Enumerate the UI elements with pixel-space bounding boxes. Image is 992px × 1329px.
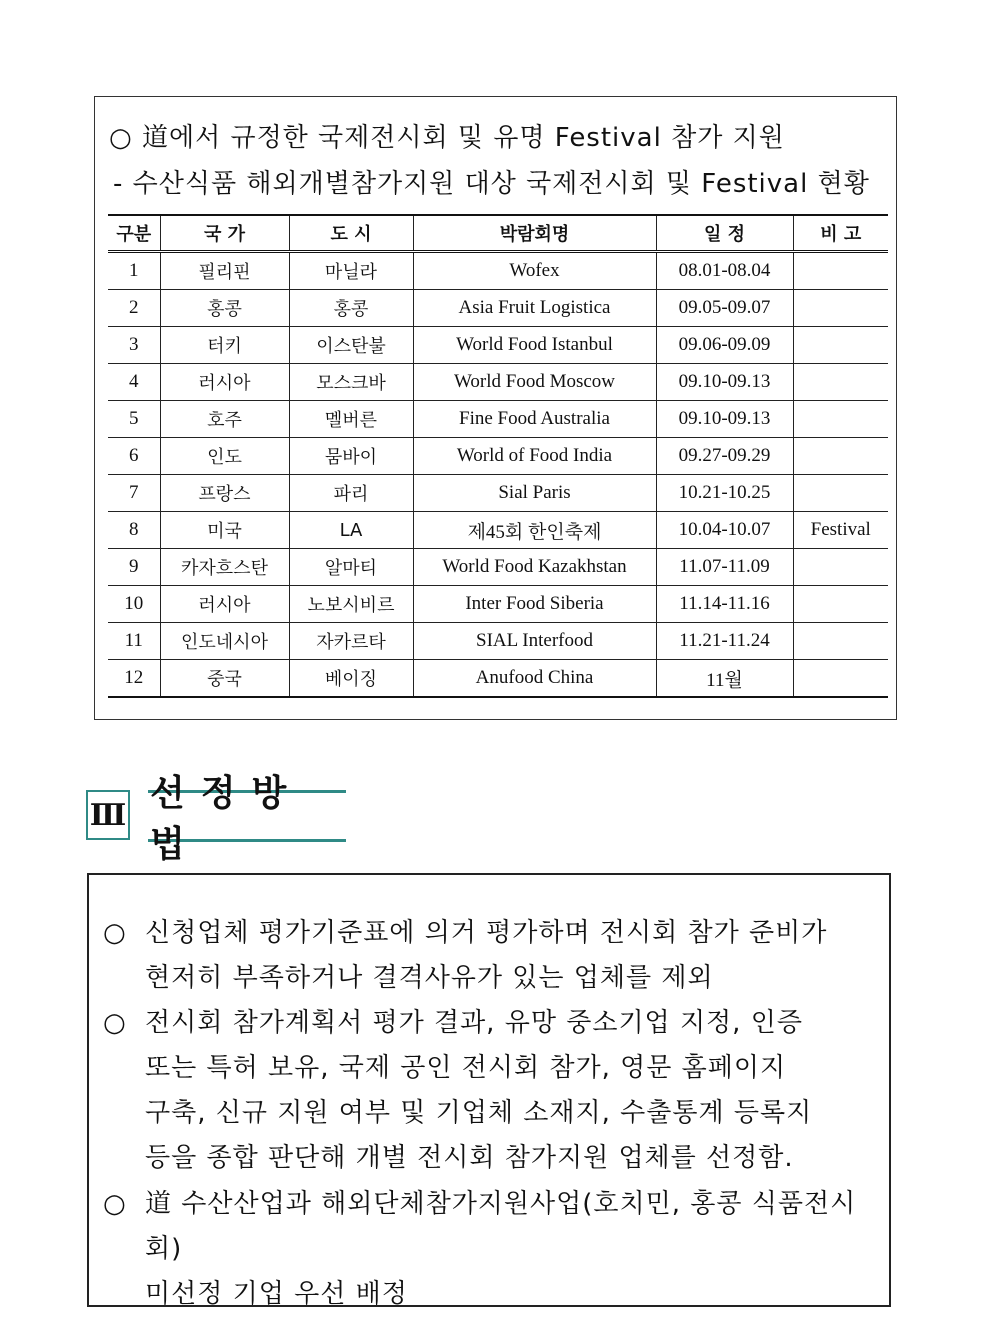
cell-no: 3 <box>108 327 160 364</box>
cell-country: 호주 <box>160 401 289 438</box>
cell-no: 2 <box>108 290 160 327</box>
header-country: 국 가 <box>160 215 289 252</box>
header-no: 구분 <box>108 215 160 252</box>
cell-country: 중국 <box>160 660 289 698</box>
cell-city: 자카르타 <box>289 623 413 660</box>
cell-country: 필리핀 <box>160 252 289 290</box>
table-row <box>108 475 888 512</box>
cell-note <box>793 623 888 660</box>
list-item-text: 신청업체 평가기준표에 의거 평가하며 전시회 참가 준비가 현저히 부족하거나 결격사유가 있는 업체를 제외 <box>145 918 828 993</box>
cell-city: 노보시비르 <box>289 586 413 623</box>
table-row <box>108 438 888 475</box>
exhibition-table <box>108 214 888 698</box>
cell-note <box>793 290 888 327</box>
cell-no: 1 <box>108 252 160 290</box>
list-item-text: 전시회 참가계획서 평가 결과, 유망 중소기업 지정, 인증 또는 특허 보유, 국제 공인 전시회 참가, 영문 홈페이지 구축, 신규 지원 여부 및 기업체 소재지, 수출통계 등록지 등을 종합 판단해 개별 전시회 참가지원 업체를 선정함. <box>145 1008 813 1173</box>
cell-note <box>793 586 888 623</box>
cell-note <box>793 401 888 438</box>
cell-country: 프랑스 <box>160 475 289 512</box>
cell-no: 6 <box>108 438 160 475</box>
cell-city: LA <box>289 512 413 549</box>
cell-city: 마닐라 <box>289 252 413 290</box>
cell-no: 8 <box>108 512 160 549</box>
list-item <box>103 1182 873 1317</box>
cell-country: 홍콩 <box>160 290 289 327</box>
table-row <box>108 290 888 327</box>
cell-schedule: 10.04-10.07 <box>656 512 793 549</box>
cell-schedule: 09.10-09.13 <box>656 364 793 401</box>
cell-country: 미국 <box>160 512 289 549</box>
cell-schedule: 11.07-11.09 <box>656 549 793 586</box>
support-subheading: - 수산식품 해외개별참가지원 대상 국제전시회 및 Festival 현황 <box>113 169 870 199</box>
cell-note <box>793 549 888 586</box>
cell-note <box>793 660 888 698</box>
list-item <box>103 911 873 1001</box>
bullet-circle: ○ <box>103 918 127 948</box>
cell-no: 7 <box>108 475 160 512</box>
table-row <box>108 512 888 549</box>
cell-expo-name: Anufood China <box>413 660 656 698</box>
cell-expo-name: 제45회 한인축제 <box>413 512 656 549</box>
cell-schedule: 11.14-11.16 <box>656 586 793 623</box>
header-expo-name: 박람회명 <box>413 215 656 252</box>
cell-schedule: 10.21-10.25 <box>656 475 793 512</box>
cell-note <box>793 364 888 401</box>
table-row <box>108 401 888 438</box>
table-row <box>108 327 888 364</box>
table-row <box>108 660 888 698</box>
cell-no: 11 <box>108 623 160 660</box>
cell-no: 4 <box>108 364 160 401</box>
bullet-circle: ○ <box>103 1008 127 1038</box>
table-row <box>108 364 888 401</box>
cell-expo-name: World Food Moscow <box>413 364 656 401</box>
table-row <box>108 586 888 623</box>
header-city: 도 시 <box>289 215 413 252</box>
cell-schedule: 09.27-09.29 <box>656 438 793 475</box>
cell-city: 알마티 <box>289 549 413 586</box>
cell-city: 뭄바이 <box>289 438 413 475</box>
cell-note <box>793 475 888 512</box>
cell-country: 터키 <box>160 327 289 364</box>
cell-country: 인도네시아 <box>160 623 289 660</box>
cell-schedule: 11.21-11.24 <box>656 623 793 660</box>
header-note: 비 고 <box>793 215 888 252</box>
cell-expo-name: SIAL Interfood <box>413 623 656 660</box>
cell-city: 홍콩 <box>289 290 413 327</box>
exhibition-info-box <box>94 96 897 720</box>
cell-city: 파리 <box>289 475 413 512</box>
table-row <box>108 549 888 586</box>
cell-expo-name: Sial Paris <box>413 475 656 512</box>
cell-expo-name: World of Food India <box>413 438 656 475</box>
bullet-circle: ○ <box>103 1189 127 1219</box>
cell-expo-name: Inter Food Siberia <box>413 586 656 623</box>
cell-no: 9 <box>108 549 160 586</box>
support-heading: ○ 道에서 규정한 국제전시회 및 유명 Festival 참가 지원 <box>109 123 785 153</box>
table-header-row <box>108 215 888 252</box>
cell-note <box>793 327 888 364</box>
cell-country: 러시아 <box>160 364 289 401</box>
cell-expo-name: World Food Istanbul <box>413 327 656 364</box>
cell-schedule: 09.10-09.13 <box>656 401 793 438</box>
cell-city: 이스탄불 <box>289 327 413 364</box>
cell-schedule: 09.06-09.09 <box>656 327 793 364</box>
cell-schedule: 09.05-09.07 <box>656 290 793 327</box>
cell-country: 카자흐스탄 <box>160 549 289 586</box>
cell-note <box>793 252 888 290</box>
cell-expo-name: World Food Kazakhstan <box>413 549 656 586</box>
cell-city: 모스크바 <box>289 364 413 401</box>
cell-no: 12 <box>108 660 160 698</box>
list-item <box>103 1001 873 1181</box>
cell-schedule: 08.01-08.04 <box>656 252 793 290</box>
cell-country: 러시아 <box>160 586 289 623</box>
cell-no: 10 <box>108 586 160 623</box>
table-row <box>108 252 888 290</box>
header-schedule: 일 정 <box>656 215 793 252</box>
cell-expo-name: Fine Food Australia <box>413 401 656 438</box>
cell-expo-name: Wofex <box>413 252 656 290</box>
cell-expo-name: Asia Fruit Logistica <box>413 290 656 327</box>
cell-note <box>793 438 888 475</box>
cell-no: 5 <box>108 401 160 438</box>
cell-city: 멜버른 <box>289 401 413 438</box>
cell-city: 베이징 <box>289 660 413 698</box>
table-row <box>108 623 888 660</box>
section-title: 선정방법 <box>148 790 346 842</box>
cell-note: Festival <box>793 512 888 549</box>
selection-method-box <box>87 873 891 1307</box>
list-item-text: 道 수산산업과 해외단체참가지원사업(호치민, 홍콩 식품전시회) 미선정 기업 우선 배정 <box>145 1189 857 1309</box>
cell-schedule: 11월 <box>656 660 793 698</box>
cell-country: 인도 <box>160 438 289 475</box>
section-number: Ⅲ <box>86 790 130 840</box>
